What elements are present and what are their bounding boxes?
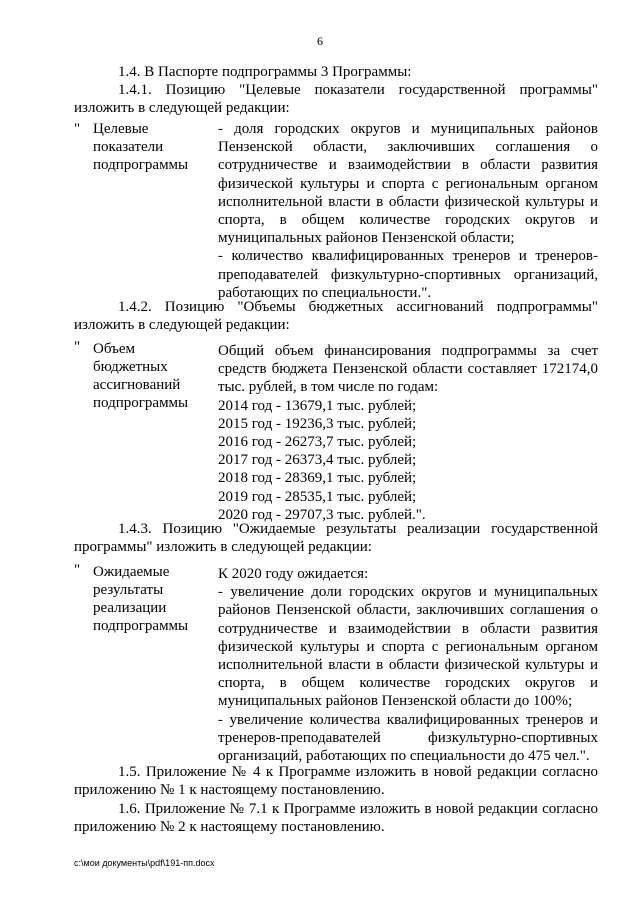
block1-value: [218, 120, 598, 302]
block2-label: [93, 340, 188, 412]
block3-label-line: Ожидаемые: [93, 564, 170, 580]
block2-year-line: 2016 год - 26273,7 тыс. рублей;: [218, 434, 417, 451]
block3-label-line: подпрограммы: [93, 618, 189, 634]
block2-year-line: 2019 год - 28535,1 тыс. рублей;: [218, 488, 417, 505]
block3-value-line: - увеличение доли городских округов и муниципальных районов Пензенской области, заключивших соглашения о сотрудничестве и взаимодействии в области развития физической культуры и спорта с региональным органом исполнительной власти в области физической культуры и спорта, в общем количестве городских округов и муниципальных районов Пензенской области до 100%;: [218, 584, 598, 710]
block2-intro: Общий объем финансирования подпрограммы за счет средств бюджета Пензенской области составляет 172174,0 тыс. рублей, в том числе по годам:: [218, 343, 598, 396]
block2-value: [218, 342, 598, 524]
block1-label: [93, 120, 188, 174]
block2-label-line: подпрограммы: [93, 395, 189, 411]
section-1-4-3: 1.4.3. Позицию "Ожидаемые результаты реализации государственной программы" изложить в следующей редакции:: [74, 521, 598, 555]
block2-year-line: 2018 год - 28369,1 тыс. рублей;: [218, 470, 417, 487]
block3-label-line: реализации: [93, 600, 167, 616]
section-1-5: 1.5. Приложение № 4 к Программе изложить в новой редакции согласно приложению № 1 к настоящему постановлению.: [74, 764, 598, 798]
block1-value-line: - доля городских округов и муниципальных районов Пензенской области, заключивших соглашения о сотрудничестве и взаимодействии в области развития физической культуры и спорта с региональным органом исполнительной власти в области физической культуры и спорта, в общем количестве городских округов и муниципальных районов Пензенской области;: [218, 121, 598, 247]
block2-quote: ": [74, 339, 81, 355]
file-path-footer: c:\мои документы\pdf\191-пп.docx: [74, 858, 215, 868]
block1-quote: ": [74, 121, 81, 137]
block1-label-line: подпрограммы: [93, 157, 189, 173]
block1-label-line: Целевые: [93, 121, 149, 137]
block2-label-line: бюджетных: [93, 359, 168, 375]
block3-quote: ": [74, 562, 81, 578]
block2-year-line: 2015 год - 19236,3 тыс. рублей;: [218, 415, 417, 432]
block1-label-line: показатели: [93, 139, 164, 155]
block3-value-line: К 2020 году ожидается:: [218, 566, 369, 582]
block3-value-line: - увеличение количества квалифицированных тренеров и тренеров-преподавателей физкультурно-спортивных организаций, работающих по специальности до 475 чел.".: [218, 711, 598, 765]
section-1-4: 1.4. В Паспорте подпрограммы 3 Программы:: [118, 64, 412, 80]
section-1-4-1: 1.4.1. Позицию "Целевые показатели государственной программы" изложить в следующей редакции:: [74, 82, 598, 116]
block2-year-line: 2014 год - 13679,1 тыс. рублей;: [218, 397, 417, 414]
block2-year-line: 2020 год - 29707,3 тыс. рублей.".: [218, 506, 426, 523]
block2-label-line: Объем: [93, 341, 135, 357]
block3-label: [93, 563, 188, 635]
page-number: 6: [317, 34, 323, 48]
section-1-6: 1.6. Приложение № 7.1 к Программе изложить в новой редакции согласно приложению № 2 к настоящему постановлению.: [74, 801, 598, 835]
section-1-4-2: 1.4.2. Позицию "Объемы бюджетных ассигнований подпрограммы" изложить в следующей редакции:: [74, 299, 598, 333]
block3-value: [218, 565, 598, 765]
block2-year-line: 2017 год - 26373,4 тыс. рублей;: [218, 452, 417, 469]
block2-label-line: ассигнований: [93, 377, 181, 393]
block1-value-line: - количество квалифицированных тренеров и тренеров-преподавателей физкультурно-спортивных организаций, работающих по специальности.".: [218, 248, 598, 301]
block3-label-line: результаты: [93, 582, 164, 598]
